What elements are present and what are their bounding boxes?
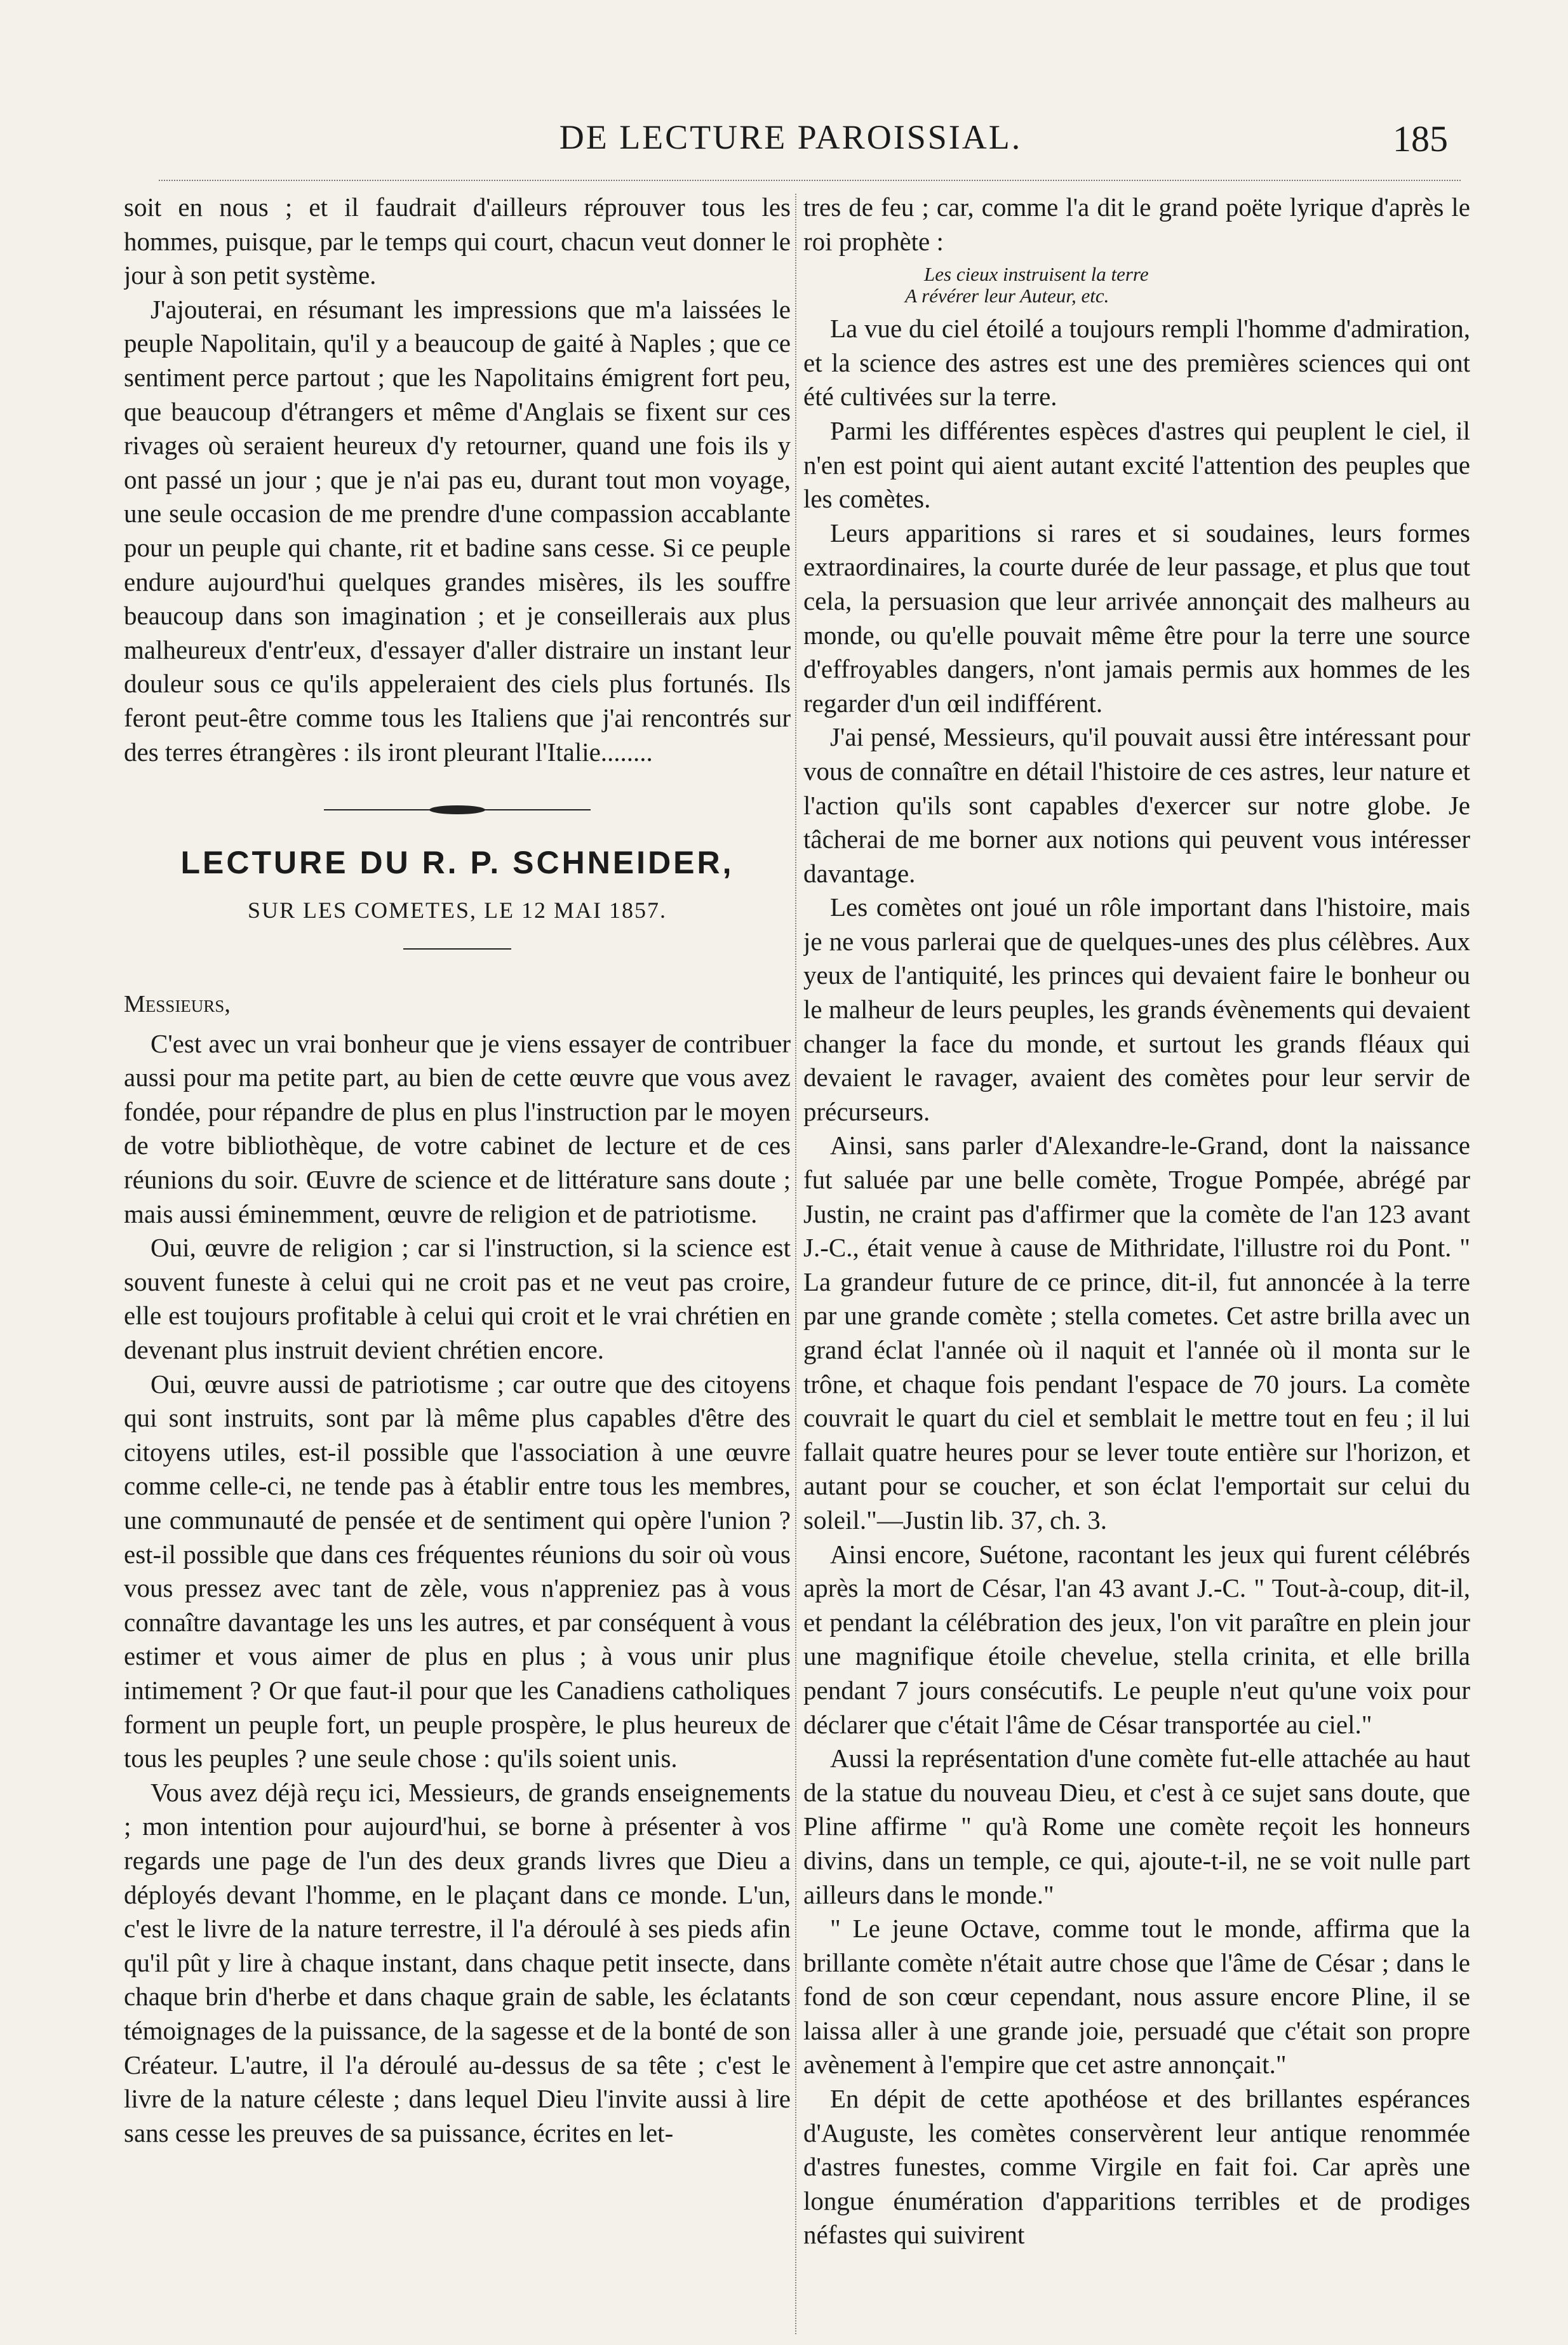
right-column bbox=[803, 191, 1470, 2325]
page-header bbox=[121, 111, 1461, 181]
paragraph: Aussi la représentation d'une comète fut-elle attachée au haut de la statue du nouveau Dieu, et c'est à ce sujet sans doute, que Pline affirme " qu'à Rome une comète reçoit les honneurs divins, dans un temple, ce qui, ajoute-t-il, ne se voit nulle part ailleurs dans le monde." bbox=[803, 1744, 1470, 1909]
header-rule bbox=[159, 180, 1461, 181]
paragraph: J'ai pensé, Messieurs, qu'il pouvait aussi être intéressant pour vous de connaître en détail l'histoire de ces astres, leur nature et l'action qu'ils sont capables d'exercer sur notre globe. Je tâcherai de me borner aux notions qui peuvent vous intéresser davantage. bbox=[803, 722, 1470, 888]
paragraph: C'est avec un vrai bonheur que je viens essayer de contribuer aussi pour ma petite part, au bien de cette œuvre que vous avez fondée, pour répandre de plus en plus l'instruction par le moyen de votre bibliothèque, de votre cabinet de lecture et de ces réunions du soir. Œuvre de science et de littérature sans doute ; mais aussi éminemment, œuvre de religion et de patriotisme. bbox=[124, 1028, 791, 1228]
verse-line: A révérer leur Auteur, etc. bbox=[905, 285, 1109, 307]
paragraph: Parmi les différentes espèces d'astres qui peuplent le ciel, il n'en est point qui aient autant excité l'attention des peuples que les comètes. bbox=[803, 415, 1470, 514]
paragraph: La vue du ciel étoilé a toujours rempli l'homme d'admiration, et la science des astres est une des premières sciences qui ont été cultivées sur la terre. bbox=[803, 314, 1470, 412]
page-number: 185 bbox=[1393, 118, 1448, 159]
paragraph: En dépit de cette apothéose et des brillantes espérances d'Auguste, les comètes conservèrent leur antique renommée d'astres funestes, comme Virgile en fait foi. Car après une longue énumération d'apparitions terribles et de prodiges néfastes qui suivirent bbox=[803, 2084, 1470, 2250]
verse-quote bbox=[803, 264, 1470, 307]
paragraph: Leurs apparitions si rares et si soudaines, leurs formes extraordinaires, la courte durée de leur passage, et plus que tout cela, la persuasion que leur arrivée annonçait des malheurs au monde, ou qu'elle pouvait même être pour la terre une source d'effroyables dangers, n'ont jamais permis aux hommes de les regarder d'un œil indifférent. bbox=[803, 518, 1470, 718]
lecture-subtitle: SUR LES COMETES, LE 12 MAI 1857. bbox=[247, 897, 667, 924]
salutation: Messieurs, bbox=[124, 991, 231, 1018]
left-column bbox=[124, 191, 791, 2325]
paragraph: Oui, œuvre aussi de patriotisme ; car outre que des citoyens qui sont instruits, sont par là même plus capables d'être des citoyens utiles, est-il possible que l'association à une œuvre comme celle-ci, ne tende pas à établir entre tous les membres, une communauté de pensée et de sentiment qui opère l'union ? est-il possible que dans ces fréquentes réunions du soir où vous vous pressez avec tant de zèle, vous n'appreniez pas à vous connaître davantage les uns les autres, et par conséquent à vous estimer et vous aimer de plus en plus ; à vous unir plus intimement ? Or que faut-il pour que les Canadiens catholiques forment un peuple fort, un peuple prospère, le plus heureux de tous les peuples ? une seule chose : qu'ils soient unis. bbox=[124, 1369, 791, 1773]
paragraph: " Le jeune Octave, comme tout le monde, affirma que la brillante comète n'était autre chose que l'âme de César ; dans le fond de son cœur cependant, nous assure encore Pline, il se laissa aller à une grande joie, persuadé que c'était son propre avènement à l'empire que cet astre annonçait." bbox=[803, 1914, 1470, 2080]
running-title: DE LECTURE PAROISSIAL. bbox=[559, 118, 1022, 156]
paragraph: Oui, œuvre de religion ; car si l'instruction, si la science est souvent funeste à celui qui ne croit pas et ne veut pas croire, elle est toujours profitable à celui qui croit et le vrai chrétien en devenant plus instruit devient chrétien encore. bbox=[124, 1233, 791, 1365]
paragraph: Ainsi encore, Suétone, racontant les jeux qui furent célébrés après la mort de César, l'an 43 avant J.-C. " Tout-à-coup, dit-il, et pendant la célébration des jeux, l'on vit paraître en plein jour une magnifique étoile chevelue, stella crinita, et elle brilla pendant 7 jours consécutifs. Le peuple n'eut qu'une voix pour déclarer que c'était l'âme de César transportée au ciel." bbox=[803, 1539, 1470, 1739]
paragraph: Vous avez déjà reçu ici, Messieurs, de grands enseignements ; mon intention pour aujourd'hui, se borne à présenter à vos regards une page de l'un des deux grands livres que Dieu a déployés devant l'homme, en le plaçant dans ce monde. L'un, c'est le livre de la nature terrestre, il l'a déroulé à ses pieds afin qu'il pût y lire à chaque instant, dans chaque petit insecte, dans chaque brin d'herbe et dans chaque grain de sable, les éclatants témoignages de la puissance, de la sagesse et de la bonté de son Créateur. L'autre, il l'a déroulé au-dessus de sa tête ; c'est le livre de la nature céleste ; dans lequel Dieu l'invite aussi à lire sans cesse les preuves de sa puissance, écrites en let- bbox=[124, 1777, 791, 2147]
paragraph: Les comètes ont joué un rôle important dans l'histoire, mais je ne vous parlerai que de quelques-unes des plus célèbres. Aux yeux de l'antiquité, les princes qui devaient faire le bonheur ou le malheur de leurs peuples, les grands évènements qui devaient changer la face du monde, et surtout les grands fléaux qui devaient le ravager, avaient des comètes pour leur servir de précurseurs. bbox=[803, 892, 1470, 1126]
ornament-divider bbox=[324, 802, 591, 817]
short-rule bbox=[403, 948, 511, 950]
paragraph: soit en nous ; et il faudrait d'ailleurs réprouver tous les hommes, puisque, par le temps qui court, chacun veut donner le jour à son petit système. bbox=[124, 192, 791, 290]
lecture-title: LECTURE DU R. P. SCHNEIDER, bbox=[180, 845, 734, 881]
paragraph: J'ajouterai, en résumant les impressions que m'a laissées le peuple Napolitain, qu'il y a beaucoup de gaité à Naples ; que ce sentiment perce partout ; que les Napolitains émigrent fort peu, que beaucoup d'étrangers et même d'Anglais se fixent sur ces rivages où seraient heureux d'y retourner, quand une fois ils y ont passé un jour ; que je n'ai pas eu, durant tout mon voyage, une seule occasion de me prendre d'une compassion accablante pour un peuple qui chante, rit et badine sans cesse. Si ce peuple endure aujourd'hui quelques grandes misères, ils les souffre beaucoup dans son imagination ; et je conseillerais aux plus malheureux d'entr'eux, d'essayer d'aller distraire un instant leur douleur sous ce qu'ils appeleraient des ciels plus fortunés. Ils feront peut-être comme tous les Italiens que j'ai rencontrés sur des terres étrangères : ils iront pleurant l'Italie........ bbox=[124, 294, 791, 767]
ornament-center bbox=[429, 805, 485, 814]
paragraph: Ainsi, sans parler d'Alexandre-le-Grand, dont la naissance fut saluée par une belle comète, Trogue Pompée, abrégé par Justin, ne craint pas d'affirmer que la comète de l'an 123 avant J.-C., était venue à cause de Mithridate, l'illustre roi du Pont. " La grandeur future de ce prince, dit-il, fut annoncée à la terre par une grande comète ; stella cometes. Cet astre brilla avec un grand éclat l'année où il naquit et l'année où il monta sur le trône, et chaque fois pendant l'espace de 70 jours. La comète couvrait le quart du ciel et semblait le mettre tout en feu ; il lui fallait quatre heures pour se lever toute entière sur l'horizon, et autant pour se coucher, et son éclat l'emportait sur celui du soleil."—Justin lib. 37, ch. 3. bbox=[803, 1131, 1470, 1535]
column-divider bbox=[795, 194, 796, 2334]
verse-line: Les cieux instruisent la terre bbox=[924, 263, 1149, 286]
paragraph: tres de feu ; car, comme l'a dit le grand poëte lyrique d'après le roi prophète : bbox=[803, 192, 1470, 256]
